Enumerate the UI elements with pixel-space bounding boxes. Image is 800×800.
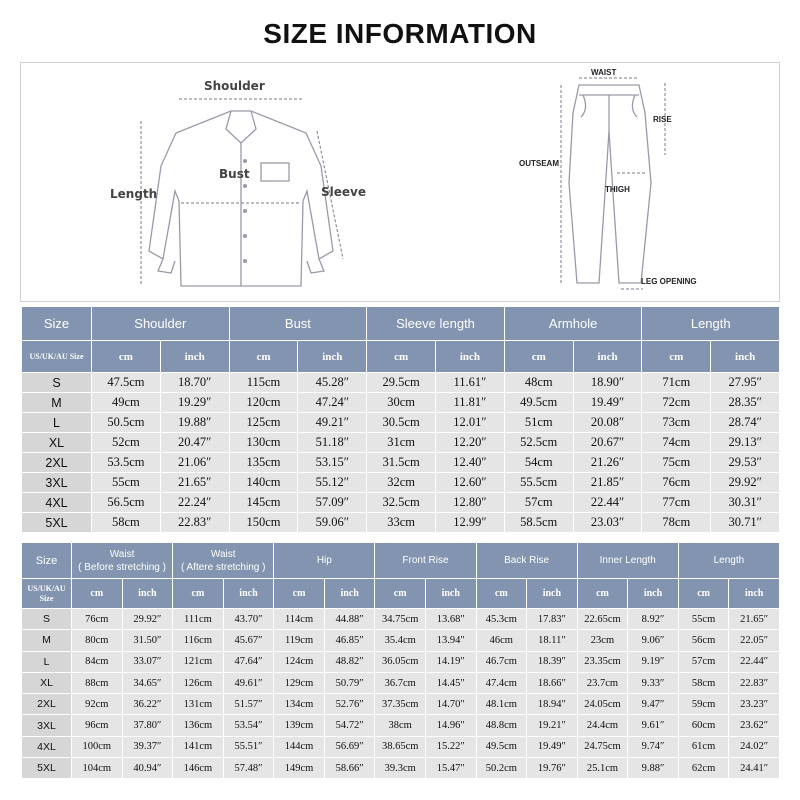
table-cell: 33cm — [367, 513, 436, 533]
size-cell: S — [22, 609, 72, 630]
table-row — [22, 453, 780, 473]
table-cell: 115cm — [229, 373, 298, 393]
table-cell: 126cm — [173, 672, 224, 693]
table-cell: 21.26″ — [573, 453, 642, 473]
table-cell: 22.05″ — [729, 630, 780, 651]
table-cell: 11.61″ — [436, 373, 505, 393]
table-cell: 46cm — [476, 630, 527, 651]
table-cell: 75cm — [642, 453, 711, 473]
table-cell: 56.69″ — [324, 736, 375, 757]
table-cell: 39.3cm — [375, 758, 426, 779]
table-cell: 44.88″ — [324, 609, 375, 630]
col-header-length: Length — [642, 307, 780, 341]
unit-header-inch: inch — [711, 341, 780, 373]
table-cell: 20.67″ — [573, 433, 642, 453]
table-cell: 30.71″ — [711, 513, 780, 533]
unit-header-inch: inch — [729, 579, 780, 609]
table-cell: 22.83″ — [729, 672, 780, 693]
table-cell: 139cm — [274, 715, 325, 736]
table-cell: 53.5cm — [92, 453, 161, 473]
unit-header-cm: cm — [476, 579, 527, 609]
table-cell: 50.5cm — [92, 413, 161, 433]
unit-header-inch: inch — [527, 579, 578, 609]
col-header-group — [678, 543, 779, 579]
table-cell: 140cm — [229, 473, 298, 493]
table-cell: 104cm — [72, 758, 123, 779]
pants-label-waist: WAIST — [591, 68, 617, 77]
unit-header-cm: cm — [678, 579, 729, 609]
measurement-diagrams — [20, 62, 780, 302]
table-cell: 13.68″ — [425, 609, 476, 630]
table-cell: 130cm — [229, 433, 298, 453]
unit-header-cm: cm — [367, 341, 436, 373]
table-cell: 21.85″ — [573, 473, 642, 493]
table-cell: 33.07″ — [122, 651, 173, 672]
table-cell: 23.62″ — [729, 715, 780, 736]
pants-label-rise: RISE — [653, 115, 672, 124]
table-cell: 12.20″ — [436, 433, 505, 453]
table-cell: 52.5cm — [504, 433, 573, 453]
table-cell: 9.88″ — [628, 758, 679, 779]
table-cell: 30.31″ — [711, 493, 780, 513]
table-cell: 48cm — [504, 373, 573, 393]
col-header-group — [72, 543, 173, 579]
col-header-title: Hip — [316, 555, 332, 566]
table-cell: 52cm — [92, 433, 161, 453]
table-cell: 12.01″ — [436, 413, 505, 433]
table-cell: 43.70″ — [223, 609, 274, 630]
unit-header-inch: inch — [436, 341, 505, 373]
table-cell: 18.94″ — [527, 694, 578, 715]
table-row — [22, 758, 780, 779]
table-cell: 96cm — [72, 715, 123, 736]
table-cell: 58.66″ — [324, 758, 375, 779]
table-cell: 29.92″ — [711, 473, 780, 493]
shirt-label-bust: Bust — [219, 167, 250, 181]
table-cell: 55.51″ — [223, 736, 274, 757]
size-cell: 2XL — [22, 453, 92, 473]
table-cell: 84cm — [72, 651, 123, 672]
table-cell: 31.50″ — [122, 630, 173, 651]
table-cell: 57.09″ — [298, 493, 367, 513]
table-cell: 19.76″ — [527, 758, 578, 779]
table-cell: 38.65cm — [375, 736, 426, 757]
table-cell: 9.74″ — [628, 736, 679, 757]
table-cell: 49.5cm — [476, 736, 527, 757]
table-row — [22, 736, 780, 757]
table-cell: 57cm — [678, 651, 729, 672]
table-cell: 24.41″ — [729, 758, 780, 779]
table-cell: 19.49″ — [573, 393, 642, 413]
table-row — [22, 630, 780, 651]
table-cell: 58.5cm — [504, 513, 573, 533]
table-cell: 15.22″ — [425, 736, 476, 757]
size-header: Size — [22, 543, 72, 579]
table-cell: 11.81″ — [436, 393, 505, 413]
col-header-title: Front Rise — [402, 555, 449, 566]
table-cell: 29.5cm — [367, 373, 436, 393]
table-cell: 9.33″ — [628, 672, 679, 693]
table-row — [22, 715, 780, 736]
table-cell: 24.75cm — [577, 736, 628, 757]
table-row — [22, 393, 780, 413]
col-header-shoulder: Shoulder — [92, 307, 230, 341]
pants-diagram — [541, 73, 681, 293]
size-cell: L — [22, 413, 92, 433]
unit-header-inch: inch — [160, 341, 229, 373]
table-cell: 145cm — [229, 493, 298, 513]
table-cell: 57.48″ — [223, 758, 274, 779]
table-cell: 17.83″ — [527, 609, 578, 630]
table-cell: 9.06″ — [628, 630, 679, 651]
table-cell: 144cm — [274, 736, 325, 757]
table-cell: 54.72″ — [324, 715, 375, 736]
table-cell: 37.80″ — [122, 715, 173, 736]
table-cell: 131cm — [173, 694, 224, 715]
table-row — [22, 609, 780, 630]
table-cell: 136cm — [173, 715, 224, 736]
table-cell: 12.99″ — [436, 513, 505, 533]
shirt-label-sleeve: Sleeve — [321, 185, 366, 199]
col-header-armhole: Armhole — [504, 307, 642, 341]
table-cell: 20.47″ — [160, 433, 229, 453]
table-cell: 36.22″ — [122, 694, 173, 715]
table-cell: 80cm — [72, 630, 123, 651]
table-cell: 25.1cm — [577, 758, 628, 779]
unit-header-cm: cm — [274, 579, 325, 609]
table-cell: 23.03″ — [573, 513, 642, 533]
pants-label-leg-opening: LEG OPENING — [641, 277, 697, 286]
table-cell: 50.79″ — [324, 672, 375, 693]
table-cell: 28.35″ — [711, 393, 780, 413]
table-cell: 9.61″ — [628, 715, 679, 736]
table-row — [22, 413, 780, 433]
table-cell: 47.5cm — [92, 373, 161, 393]
size-cell: S — [22, 373, 92, 393]
table-row — [22, 493, 780, 513]
table-cell: 40.94″ — [122, 758, 173, 779]
table-cell: 53.15″ — [298, 453, 367, 473]
table-cell: 45.28″ — [298, 373, 367, 393]
size-cell: 4XL — [22, 736, 72, 757]
table-cell: 116cm — [173, 630, 224, 651]
unit-header-cm: cm — [173, 579, 224, 609]
size-region-label: US/UK/AU Size — [22, 341, 92, 373]
table-cell: 31cm — [367, 433, 436, 453]
table-cell: 14.70″ — [425, 694, 476, 715]
table-cell: 120cm — [229, 393, 298, 413]
unit-header-cm: cm — [229, 341, 298, 373]
table-cell: 19.29″ — [160, 393, 229, 413]
col-header-group — [577, 543, 678, 579]
table-cell: 23.23″ — [729, 694, 780, 715]
table-cell: 51.18″ — [298, 433, 367, 453]
unit-header-inch: inch — [425, 579, 476, 609]
table-cell: 72cm — [642, 393, 711, 413]
shirt-label-shoulder: Shoulder — [204, 79, 265, 93]
table-cell: 47.64″ — [223, 651, 274, 672]
unit-header-inch: inch — [122, 579, 173, 609]
table-cell: 60cm — [678, 715, 729, 736]
table-cell: 58cm — [678, 672, 729, 693]
table-cell: 56cm — [678, 630, 729, 651]
table-cell: 21.06″ — [160, 453, 229, 473]
table-cell: 57cm — [504, 493, 573, 513]
size-cell: 3XL — [22, 715, 72, 736]
table-cell: 61cm — [678, 736, 729, 757]
table-cell: 32.5cm — [367, 493, 436, 513]
table-cell: 73cm — [642, 413, 711, 433]
table-cell: 55cm — [92, 473, 161, 493]
table-cell: 24.05cm — [577, 694, 628, 715]
col-header-title: Back Rise — [504, 555, 550, 566]
table-cell: 24.4cm — [577, 715, 628, 736]
unit-header-inch: inch — [298, 341, 367, 373]
table-cell: 9.19″ — [628, 651, 679, 672]
table-cell: 134cm — [274, 694, 325, 715]
table-row — [22, 473, 780, 493]
table-cell: 30.5cm — [367, 413, 436, 433]
table-cell: 18.39″ — [527, 651, 578, 672]
table-cell: 14.45″ — [425, 672, 476, 693]
table-cell: 114cm — [274, 609, 325, 630]
table-cell: 77cm — [642, 493, 711, 513]
table-cell: 48.8cm — [476, 715, 527, 736]
table-cell: 49cm — [92, 393, 161, 413]
table-cell: 76cm — [72, 609, 123, 630]
table-cell: 78cm — [642, 513, 711, 533]
table-cell: 58cm — [92, 513, 161, 533]
unit-header-cm: cm — [72, 579, 123, 609]
table-cell: 12.60″ — [436, 473, 505, 493]
table-cell: 29.92″ — [122, 609, 173, 630]
table-cell: 30cm — [367, 393, 436, 413]
table-cell: 48.1cm — [476, 694, 527, 715]
table-cell: 36.05cm — [375, 651, 426, 672]
table-cell: 50.2cm — [476, 758, 527, 779]
table-cell: 34.65″ — [122, 672, 173, 693]
table-cell: 27.95″ — [711, 373, 780, 393]
col-header-title: Waist — [109, 548, 135, 560]
table-cell: 55cm — [678, 609, 729, 630]
col-header-group — [375, 543, 476, 579]
table-cell: 19.21″ — [527, 715, 578, 736]
col-header-sleeve-length: Sleeve length — [367, 307, 505, 341]
size-cell: M — [22, 630, 72, 651]
table-cell: 23.35cm — [577, 651, 628, 672]
col-header-group — [173, 543, 274, 579]
size-region-label: US/UK/AU Size — [22, 579, 72, 609]
col-header-title: Length — [713, 555, 745, 566]
pants-label-thigh: THIGH — [605, 185, 630, 194]
table-cell: 121cm — [173, 651, 224, 672]
table-cell: 47.24″ — [298, 393, 367, 413]
table-cell: 28.74″ — [711, 413, 780, 433]
unit-header-inch: inch — [324, 579, 375, 609]
table-cell: 13.94″ — [425, 630, 476, 651]
table-cell: 31.5cm — [367, 453, 436, 473]
table-cell: 49.21″ — [298, 413, 367, 433]
table-cell: 51cm — [504, 413, 573, 433]
size-cell: 2XL — [22, 694, 72, 715]
col-header-title: Inner Length — [599, 555, 656, 566]
table-cell: 29.13″ — [711, 433, 780, 453]
table-cell: 23.7cm — [577, 672, 628, 693]
size-cell: XL — [22, 672, 72, 693]
table-cell: 32cm — [367, 473, 436, 493]
table-cell: 15.47″ — [425, 758, 476, 779]
table-cell: 88cm — [72, 672, 123, 693]
unit-header-cm: cm — [375, 579, 426, 609]
table-cell: 45.3cm — [476, 609, 527, 630]
table-cell: 129cm — [274, 672, 325, 693]
table-cell: 39.37″ — [122, 736, 173, 757]
table-cell: 29.53″ — [711, 453, 780, 473]
bottom-size-table — [21, 542, 780, 779]
table-cell: 22.24″ — [160, 493, 229, 513]
table-cell: 18.66″ — [527, 672, 578, 693]
table-cell: 37.35cm — [375, 694, 426, 715]
table-cell: 59.06″ — [298, 513, 367, 533]
unit-header-cm: cm — [642, 341, 711, 373]
table-cell: 49.5cm — [504, 393, 573, 413]
table-cell: 35.4cm — [375, 630, 426, 651]
table-cell: 14.19″ — [425, 651, 476, 672]
table-cell: 18.70″ — [160, 373, 229, 393]
table-cell: 51.57″ — [223, 694, 274, 715]
table-cell: 74cm — [642, 433, 711, 453]
table-cell: 49.61″ — [223, 672, 274, 693]
table-cell: 56.5cm — [92, 493, 161, 513]
unit-header-inch: inch — [628, 579, 679, 609]
table-cell: 38cm — [375, 715, 426, 736]
table-cell: 141cm — [173, 736, 224, 757]
col-header-note: ( Aftere stretching ) — [180, 561, 266, 573]
size-cell: M — [22, 393, 92, 413]
table-cell: 119cm — [274, 630, 325, 651]
table-row — [22, 513, 780, 533]
col-header-note: ( Before stretching ) — [78, 561, 166, 573]
table-cell: 100cm — [72, 736, 123, 757]
unit-header-cm: cm — [504, 341, 573, 373]
col-header-group — [274, 543, 375, 579]
table-cell: 124cm — [274, 651, 325, 672]
table-cell: 47.4cm — [476, 672, 527, 693]
table-cell: 45.67″ — [223, 630, 274, 651]
top-size-table — [21, 306, 780, 533]
table-cell: 19.49″ — [527, 736, 578, 757]
table-cell: 55.12″ — [298, 473, 367, 493]
size-cell: 5XL — [22, 758, 72, 779]
size-cell: XL — [22, 433, 92, 453]
table-cell: 9.47″ — [628, 694, 679, 715]
table-cell: 18.90″ — [573, 373, 642, 393]
table-cell: 21.65″ — [160, 473, 229, 493]
unit-header-inch: inch — [223, 579, 274, 609]
table-cell: 76cm — [642, 473, 711, 493]
table-cell: 12.80″ — [436, 493, 505, 513]
table-cell: 14.96″ — [425, 715, 476, 736]
unit-header-inch: inch — [573, 341, 642, 373]
table-cell: 53.54″ — [223, 715, 274, 736]
table-cell: 62cm — [678, 758, 729, 779]
table-cell: 52.76″ — [324, 694, 375, 715]
table-cell: 92cm — [72, 694, 123, 715]
table-cell: 149cm — [274, 758, 325, 779]
table-cell: 22.44″ — [729, 651, 780, 672]
table-cell: 54cm — [504, 453, 573, 473]
size-header: Size — [22, 307, 92, 341]
table-cell: 135cm — [229, 453, 298, 473]
table-cell: 20.08″ — [573, 413, 642, 433]
unit-header-cm: cm — [92, 341, 161, 373]
table-cell: 22.44″ — [573, 493, 642, 513]
table-cell: 48.82″ — [324, 651, 375, 672]
table-cell: 22.65cm — [577, 609, 628, 630]
table-cell: 12.40″ — [436, 453, 505, 473]
col-header-group — [476, 543, 577, 579]
table-cell: 36.7cm — [375, 672, 426, 693]
table-cell: 125cm — [229, 413, 298, 433]
table-row — [22, 651, 780, 672]
table-cell: 146cm — [173, 758, 224, 779]
table-cell: 22.83″ — [160, 513, 229, 533]
table-cell: 55.5cm — [504, 473, 573, 493]
pants-label-outseam: OUTSEAM — [519, 159, 559, 168]
size-cell: 4XL — [22, 493, 92, 513]
table-cell: 111cm — [173, 609, 224, 630]
page-title: SIZE INFORMATION — [263, 18, 537, 49]
table-row — [22, 694, 780, 715]
table-cell: 34.75cm — [375, 609, 426, 630]
table-cell: 23cm — [577, 630, 628, 651]
size-cell: 3XL — [22, 473, 92, 493]
table-cell: 71cm — [642, 373, 711, 393]
table-cell: 19.88″ — [160, 413, 229, 433]
table-cell: 46.7cm — [476, 651, 527, 672]
size-cell: 5XL — [22, 513, 92, 533]
table-cell: 21.65″ — [729, 609, 780, 630]
shirt-label-length: Length — [110, 187, 158, 201]
table-cell: 24.02″ — [729, 736, 780, 757]
table-cell: 150cm — [229, 513, 298, 533]
table-cell: 59cm — [678, 694, 729, 715]
unit-header-cm: cm — [577, 579, 628, 609]
table-row — [22, 373, 780, 393]
col-header-bust: Bust — [229, 307, 367, 341]
table-cell: 46.85″ — [324, 630, 375, 651]
table-cell: 18.11″ — [527, 630, 578, 651]
table-cell: 8.92″ — [628, 609, 679, 630]
size-cell: L — [22, 651, 72, 672]
table-row — [22, 433, 780, 453]
col-header-title: Waist — [210, 548, 236, 560]
table-row — [22, 672, 780, 693]
